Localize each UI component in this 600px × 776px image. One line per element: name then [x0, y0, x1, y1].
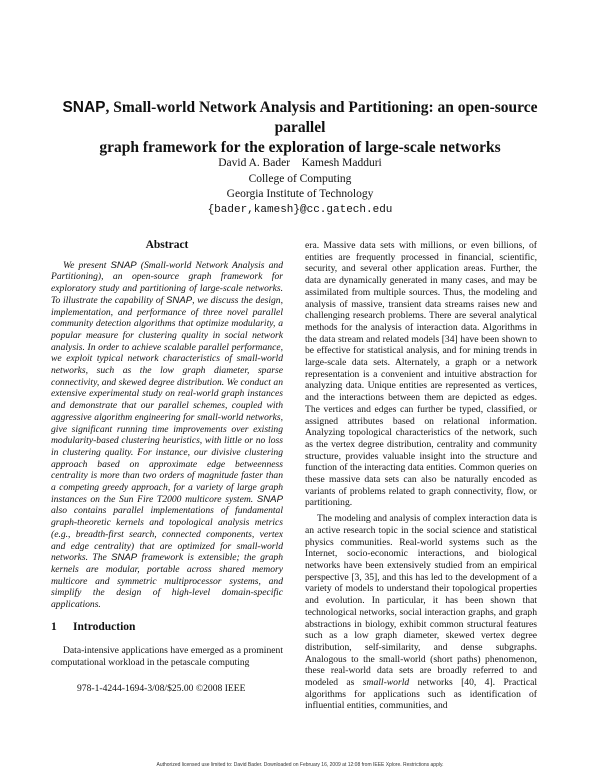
title-line-2: graph framework for the exploration of large-scale networks	[99, 139, 501, 156]
abstract-snap-3: SNAP	[256, 493, 283, 505]
title-line-1-rest: , Small-world Network Analysis and Partitioning: an open-source parallel	[105, 99, 538, 136]
author-affiliation-1: College of Computing	[248, 172, 352, 185]
section-heading-introduction	[51, 621, 135, 633]
author-email: {bader,kamesh}@cc.gatech.edu	[207, 203, 393, 216]
abstract-part-5: framework is extensible; the graph kernels are modular, portable across shared memory multicore and symmetric multiprocessor systems, and simplify the design of high-level domain-specific applications.	[51, 552, 283, 611]
right-paragraph-2-end: networks [40, 4]. Practical algorithms for applications such as identification of influential entities, communities, and	[305, 677, 538, 712]
title-line-1	[40, 98, 560, 138]
right-column	[305, 240, 537, 714]
abstract-part-4: also contains parallel implementations of fundamental graph-theoretic kernels and topological analysis metrics (e.g., breadth-first search, connected components, vertex and edge centrality) that are optimized for small-world networks. The	[51, 505, 283, 564]
abstract-heading: Abstract	[145, 239, 189, 251]
copyright-notice: 978-1-4244-1694-3/08/$25.00 ©2008 IEEE	[77, 683, 246, 694]
license-footer: Authorized licensed use limited to: David Bader. Downloaded on February 16, 2009 at 12:08 from IEEE Xplore. Restrictions apply.	[156, 762, 444, 768]
right-paragraph-2-italic: small-world	[362, 677, 410, 689]
section-title: Introduction	[73, 621, 136, 633]
abstract-part-2: (Small-world Network Analysis and Partitioning), an open-source graph framework for exploratory study and partitioning of large-scale networks. To illustrate the capability of	[51, 259, 283, 306]
right-paragraph-1: era. Massive data sets with millions, or even billions, of entities are frequently processed in financial, scientific, security, and several other application areas. Further, the data are dynamically generated in many cases, and may be assimilated from multiple sources. Thus, the modeling and analysis of massive, transient data streams raises new and challenging research problems. There are several analytical methods for the analysis of interaction data. Algorithms in the data stream and related models [34] have been shown to be effective for statistical analysis, and for mining trends in large-scale data sets. Alternately, a graph or a network representation is a convenient and intuitive abstraction for analyzing data. Unique entities are represented as vertices, and the interactions between them are depicted as edges. The vertices and edges can further be typed, classified, or assigned attributes based on relational information. Analyzing topological characteristics of the network, such as the vertex degree distribution, centrality and community structure, provides valuable insight into the structure and function of the interacting data entities. Common queries on these massive data sets can also be naturally encoded as variants of problems related to graph connectivity, flow, or partitioning.	[305, 240, 537, 509]
abstract-text	[51, 260, 283, 611]
intro-paragraph: Data-intensive applications have emerged as a prominent computational workload in the petascale computing	[51, 645, 283, 668]
title-brand: SNAP	[62, 99, 106, 116]
author-block	[100, 156, 500, 218]
abstract-snap-1: SNAP	[110, 259, 137, 271]
abstract-part-1: We present	[63, 259, 111, 271]
abstract-snap-2: SNAP	[166, 294, 193, 306]
abstract-part-3: , we discuss the design, implementation, and performance of three novel parallel community detection algorithms that optimize modularity, a popular measure for clustering quality in social network analysis. In order to achieve scalable parallel performance, we exploit typical network characteristics of small-world networks, such as the low graph diameter, sparse connectivity, and skewed degree distribution. We conduct an extensive experimental study on real-world graph instances and demonstrate that our parallel schemes, coupled with aggressive algorithm engineering for small-world networks, give significant running time improvements over existing modularity-based clustering heuristics, with little or no loss in clustering quality. For instance, our divisive clustering approach based on approximate edge betweenness centrality is more than two orders of magnitude faster than a competing greedy approach, for a variety of large graph instances on the Sun Fire T2000 multicore system.	[51, 294, 283, 505]
author-affiliation-2: Georgia Institute of Technology	[226, 188, 374, 200]
left-column	[51, 240, 283, 611]
author-names: David A. Bader Kamesh Madduri	[218, 157, 382, 169]
right-paragraph-2-text: The modeling and analysis of complex interaction data is an active research topic in the social science and statistical physics communities. Real-world systems such as the Internet, socio-economic interactions, and biological networks have been extensively studied from an empirical perspective [3, 35], and this has led to the development of a variety of models to understand their topological properties and evolution. In particular, it has been shown that technological networks, social interaction graphs, and graph abstractions in biology, exhibit common structural features such as a low graph diameter, skewed vertex degree distribution, self-similarity, and dense subgraphs. Analogous to the small-world (short paths) phenomenon, these real-world data sets are broadly referred to and modeled as	[305, 513, 537, 689]
right-paragraph-2	[305, 513, 537, 712]
section-number: 1	[51, 621, 57, 633]
abstract-snap-4: SNAP	[111, 552, 138, 564]
paper-title	[40, 98, 560, 158]
